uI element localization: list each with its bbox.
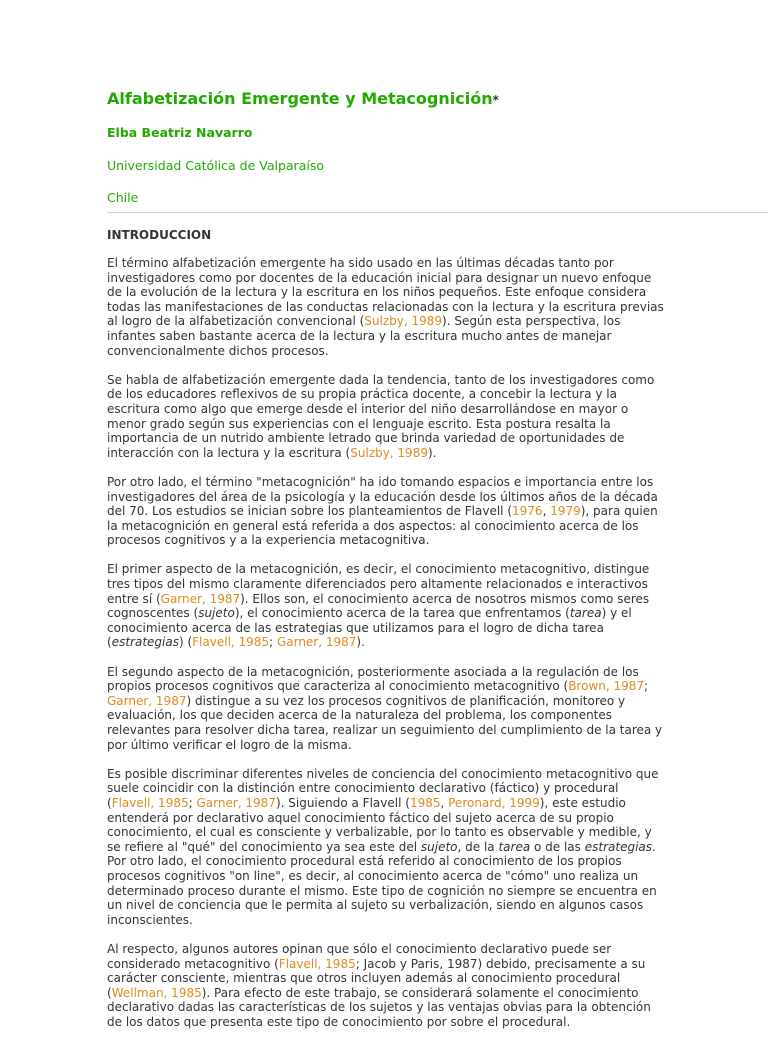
citation-link[interactable]: Brown, 1987 bbox=[568, 679, 645, 694]
body-paragraph bbox=[107, 562, 668, 650]
citation-link[interactable]: Flavell, 1985 bbox=[111, 795, 189, 810]
paragraph-text: ) distingue a su vez los procesos cognitivos de planificación, monitoreo y evaluación, los que deciden acerca de la naturaleza del problema, los componentes relevantes para resolver dicha tarea, realizar un seguimiento del cumplimiento de la tarea y por último verificar el logro de la misma. bbox=[107, 693, 663, 752]
citation-link[interactable]: Garner, 1987 bbox=[160, 591, 241, 606]
paragraph-text: ; bbox=[188, 795, 197, 810]
paragraph-text: , de la bbox=[457, 839, 499, 854]
paragraph-text: Es posible discriminar diferentes niveles de conciencia del conocimiento metacognitivo que suele coincidir con la distinción entre conocimiento declarativo (fáctico) y procedural ( bbox=[107, 766, 659, 810]
article-body bbox=[107, 256, 668, 1044]
paragraph-text: ) ( bbox=[178, 635, 193, 650]
paragraph-text: ), para quien la metacognición en general está referida a dos aspectos: al conocimiento acerca de los procesos cognitivos y a la experiencia metacognitiva. bbox=[107, 504, 658, 548]
paragraph-text: ; bbox=[644, 679, 649, 694]
body-paragraph bbox=[107, 256, 668, 358]
citation-link[interactable]: 1976 bbox=[512, 504, 543, 519]
paragraph-text: ). bbox=[356, 635, 365, 650]
paragraph-text: El término alfabetización emergente ha sido usado en las últimas décadas tanto por investigadores como por docentes de la educación inicial para designar un nuevo enfoque de la evolución de la lectura y la escritura en los niños pequeños. Este enfoque considera todas las manifestaciones de las conductas relacionadas con la lectura y la escritura previas al logro de la alfabetización convencional ( bbox=[107, 256, 664, 329]
citation-link[interactable]: Sulzby, 1989 bbox=[364, 314, 443, 329]
author-country: Chile bbox=[107, 190, 139, 205]
citation-link[interactable]: Sulzby, 1989 bbox=[350, 445, 428, 460]
body-paragraph bbox=[107, 942, 668, 1030]
paragraph-text: ). Para efecto de este trabajo, se considerará solamente el conocimiento declarativo dadas las características de los sujetos y las ventajas obvias para la obtención de los datos que presenta este tipo de conocimiento por sobre el procedural. bbox=[107, 985, 651, 1029]
paragraph-text: , bbox=[440, 795, 449, 810]
paragraph-text: El segundo aspecto de la metacognición, posteriormente asociada a la regulación de los propios procesos cognitivos que caracteriza al conocimiento metacognitivo ( bbox=[107, 664, 639, 694]
paragraph-text: El primer aspecto de la metacognición, es decir, el conocimiento metacognitivo, distingue tres tipos del mismo claramente diferenciados pero altamente relacionados e interactivos entre sí ( bbox=[107, 562, 650, 606]
body-paragraph bbox=[107, 373, 668, 461]
paragraph-text: ). Siguiendo a Flavell ( bbox=[275, 795, 410, 810]
header-divider bbox=[107, 212, 768, 213]
article-title-text: Alfabetización Emergente y Metacognición bbox=[107, 89, 493, 108]
emphasis-term: estrategias bbox=[111, 635, 179, 650]
citation-link[interactable]: 1985 bbox=[409, 795, 441, 810]
emphasis-term: estrategias bbox=[584, 839, 653, 854]
section-heading: INTRODUCCION bbox=[107, 228, 212, 242]
paragraph-text: ), este estudio entenderá por declarativo aquel conocimiento fáctico del sujeto acerca de su propio conocimiento, el cual es consciente y verbalizable, por lo tanto es observable y medible, y se refiere al "qué" del conocimiento ya sea este del bbox=[107, 795, 652, 854]
paragraph-text: o de las bbox=[530, 839, 585, 854]
paragraph-text: Se habla de alfabetización emergente dada la tendencia, tanto de los investigadores como de los educadores reflexivos de su propia práctica docente, a concebir la lectura y la escritura como algo que emerge desde el interior del niño desarrollándose en mayor o menor grado según sus experiencias con el lenguaje escrito. Esta postura resalta la importancia de un nutrido ambiente letrado que brinda variedad de oportunidades de interacción con la lectura y la escritura ( bbox=[107, 372, 655, 460]
citation-link[interactable]: Flavell, 1985 bbox=[192, 635, 270, 650]
citation-link[interactable]: Flavell, 1985 bbox=[278, 956, 356, 971]
paragraph-text: ). bbox=[427, 445, 437, 460]
paragraph-text: ) y el conocimiento acerca de las estrategias que utilizamos para el logro de dicha tarea ( bbox=[107, 606, 632, 650]
paragraph-text: , bbox=[542, 504, 551, 519]
body-paragraph bbox=[107, 767, 668, 928]
body-paragraph bbox=[107, 475, 668, 548]
paragraph-text: ). Según esta perspectiva, los infantes saben bastante acerca de la lectura y la escritura mucho antes de manejar convencionalmente dichos procesos. bbox=[107, 314, 621, 358]
emphasis-term: tarea bbox=[498, 839, 531, 854]
paragraph-text: ), el conocimiento acerca de la tarea que enfrentamos ( bbox=[234, 606, 570, 621]
author-affiliation: Universidad Católica de Valparaíso bbox=[107, 158, 324, 173]
citation-link[interactable]: Garner, 1987 bbox=[276, 635, 357, 650]
author-name: Elba Beatriz Navarro bbox=[107, 125, 253, 140]
paragraph-text: Por otro lado, el término "metacognición" ha ido tomando espacios e importancia entre los investigadores del área de la psicología y la educación desde los últimos años de la década del 70. Los estudios se inician sobre los planteamientos de Flavell ( bbox=[107, 474, 658, 519]
emphasis-term: sujeto bbox=[198, 606, 235, 621]
article-title bbox=[107, 89, 499, 108]
citation-link[interactable]: Wellman, 1985 bbox=[111, 985, 202, 1000]
paragraph-text: ; Jacob y Paris, 1987) debido, precisamente a su carácter consciente, mientras que otros incluyen además al conocimiento procedural ( bbox=[107, 956, 646, 1000]
body-paragraph bbox=[107, 665, 668, 753]
citation-link[interactable]: Garner, 1987 bbox=[196, 795, 276, 810]
paragraph-text: Al respecto, algunos autores opinan que sólo el conocimiento declarativo puede ser considerado metacognitivo ( bbox=[107, 941, 612, 971]
footnote-marker[interactable]: * bbox=[492, 93, 499, 107]
paragraph-text: ). Ellos son, el conocimiento acerca de nosotros mismos como seres cognoscentes ( bbox=[107, 591, 650, 621]
paragraph-text: ; bbox=[269, 635, 277, 650]
emphasis-term: tarea bbox=[569, 606, 602, 621]
citation-link[interactable]: Peronard, 1999 bbox=[448, 795, 540, 810]
emphasis-term: sujeto bbox=[420, 839, 458, 854]
citation-link[interactable]: Garner, 1987 bbox=[107, 693, 187, 708]
citation-link[interactable]: 1979 bbox=[550, 504, 581, 519]
paragraph-text: . Por otro lado, el conocimiento procedural está referido al conocimiento de los propios procesos cognitivos "on line", es decir, al conocimiento acerca de "cómo" uno realiza un determinado proceso durante el mismo. Este tipo de cognición no siempre se encuentra en un nivel de conciencia que le permita al sujeto su verbalización, siendo en algunos casos inconscientes. bbox=[107, 839, 657, 927]
